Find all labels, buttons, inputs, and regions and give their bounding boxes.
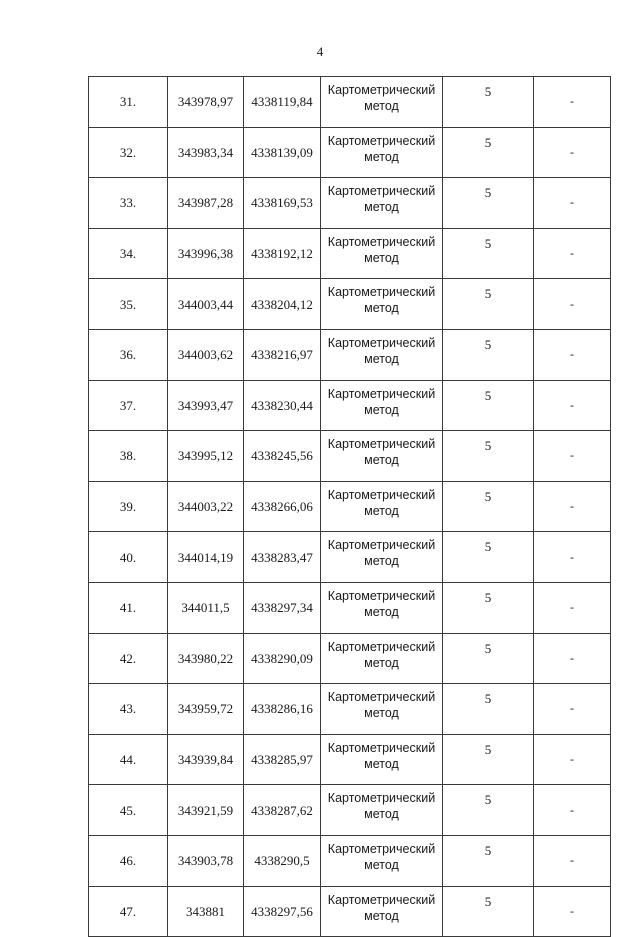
note-cell: - [534,329,611,380]
precision-cell: 5 [443,785,534,836]
note-cell: - [534,481,611,532]
point-number-cell: 33. [89,178,168,229]
precision-cell: 5 [443,734,534,785]
x-coordinate-cell: 343903,78 [168,835,244,886]
table-row [89,835,611,886]
x-coordinate-cell: 344014,19 [168,532,244,583]
note-cell: - [534,380,611,431]
table-row [89,886,611,937]
table-row [89,431,611,482]
precision-cell: 5 [443,835,534,886]
x-coordinate-cell: 343993,47 [168,380,244,431]
table-row [89,228,611,279]
precision-cell: 5 [443,481,534,532]
point-number-cell: 45. [89,785,168,836]
precision-cell: 5 [443,431,534,482]
note-cell: - [534,785,611,836]
table-row [89,532,611,583]
precision-cell: 5 [443,582,534,633]
table-row [89,127,611,178]
note-cell: - [534,835,611,886]
point-number-cell: 42. [89,633,168,684]
point-number-cell: 31. [89,77,168,128]
table-row [89,582,611,633]
method-cell: Картометрический метод [321,886,443,937]
x-coordinate-cell: 344003,22 [168,481,244,532]
x-coordinate-cell: 343939,84 [168,734,244,785]
method-cell: Картометрический метод [321,734,443,785]
method-cell: Картометрический метод [321,279,443,330]
precision-cell: 5 [443,684,534,735]
x-coordinate-cell: 343921,59 [168,785,244,836]
method-cell: Картометрический метод [321,532,443,583]
point-number-cell: 47. [89,886,168,937]
x-coordinate-cell: 343881 [168,886,244,937]
table-row [89,380,611,431]
note-cell: - [534,431,611,482]
y-coordinate-cell: 4338230,44 [244,380,321,431]
method-cell: Картометрический метод [321,481,443,532]
y-coordinate-cell: 4338192,12 [244,228,321,279]
y-coordinate-cell: 4338119,84 [244,77,321,128]
precision-cell: 5 [443,380,534,431]
note-cell: - [534,127,611,178]
y-coordinate-cell: 4338287,62 [244,785,321,836]
precision-cell: 5 [443,886,534,937]
table-row [89,734,611,785]
x-coordinate-cell: 344003,44 [168,279,244,330]
x-coordinate-cell: 343987,28 [168,178,244,229]
y-coordinate-cell: 4338245,56 [244,431,321,482]
x-coordinate-cell: 343983,34 [168,127,244,178]
y-coordinate-cell: 4338297,56 [244,886,321,937]
precision-cell: 5 [443,228,534,279]
point-number-cell: 39. [89,481,168,532]
x-coordinate-cell: 343980,22 [168,633,244,684]
table-body [89,77,611,937]
y-coordinate-cell: 4338285,97 [244,734,321,785]
point-number-cell: 46. [89,835,168,886]
method-cell: Картометрический метод [321,633,443,684]
precision-cell: 5 [443,279,534,330]
method-cell: Картометрический метод [321,431,443,482]
table-row [89,684,611,735]
note-cell: - [534,532,611,583]
table-row [89,279,611,330]
note-cell: - [534,178,611,229]
point-number-cell: 41. [89,582,168,633]
point-number-cell: 32. [89,127,168,178]
note-cell: - [534,582,611,633]
x-coordinate-cell: 343978,97 [168,77,244,128]
method-cell: Картометрический метод [321,380,443,431]
method-cell: Картометрический метод [321,835,443,886]
method-cell: Картометрический метод [321,582,443,633]
y-coordinate-cell: 4338266,06 [244,481,321,532]
y-coordinate-cell: 4338139,09 [244,127,321,178]
note-cell: - [534,77,611,128]
point-number-cell: 37. [89,380,168,431]
method-cell: Картометрический метод [321,77,443,128]
method-cell: Картометрический метод [321,228,443,279]
coordinates-table [88,76,611,937]
note-cell: - [534,886,611,937]
method-cell: Картометрический метод [321,785,443,836]
note-cell: - [534,734,611,785]
table-row [89,481,611,532]
precision-cell: 5 [443,77,534,128]
x-coordinate-cell: 344003,62 [168,329,244,380]
table-row [89,633,611,684]
page-number: 4 [316,44,324,59]
method-cell: Картометрический метод [321,178,443,229]
precision-cell: 5 [443,178,534,229]
table-row [89,178,611,229]
point-number-cell: 43. [89,684,168,735]
method-cell: Картометрический метод [321,329,443,380]
point-number-cell: 38. [89,431,168,482]
x-coordinate-cell: 344011,5 [168,582,244,633]
precision-cell: 5 [443,127,534,178]
precision-cell: 5 [443,633,534,684]
note-cell: - [534,684,611,735]
point-number-cell: 34. [89,228,168,279]
note-cell: - [534,228,611,279]
table-row [89,329,611,380]
y-coordinate-cell: 4338286,16 [244,684,321,735]
point-number-cell: 44. [89,734,168,785]
point-number-cell: 36. [89,329,168,380]
method-cell: Картометрический метод [321,127,443,178]
x-coordinate-cell: 343959,72 [168,684,244,735]
y-coordinate-cell: 4338290,09 [244,633,321,684]
y-coordinate-cell: 4338216,97 [244,329,321,380]
y-coordinate-cell: 4338297,34 [244,582,321,633]
y-coordinate-cell: 4338204,12 [244,279,321,330]
y-coordinate-cell: 4338169,53 [244,178,321,229]
point-number-cell: 40. [89,532,168,583]
table-row [89,785,611,836]
y-coordinate-cell: 4338290,5 [244,835,321,886]
table-row [89,77,611,128]
x-coordinate-cell: 343995,12 [168,431,244,482]
precision-cell: 5 [443,329,534,380]
point-number-cell: 35. [89,279,168,330]
precision-cell: 5 [443,532,534,583]
method-cell: Картометрический метод [321,684,443,735]
y-coordinate-cell: 4338283,47 [244,532,321,583]
note-cell: - [534,633,611,684]
x-coordinate-cell: 343996,38 [168,228,244,279]
note-cell: - [534,279,611,330]
